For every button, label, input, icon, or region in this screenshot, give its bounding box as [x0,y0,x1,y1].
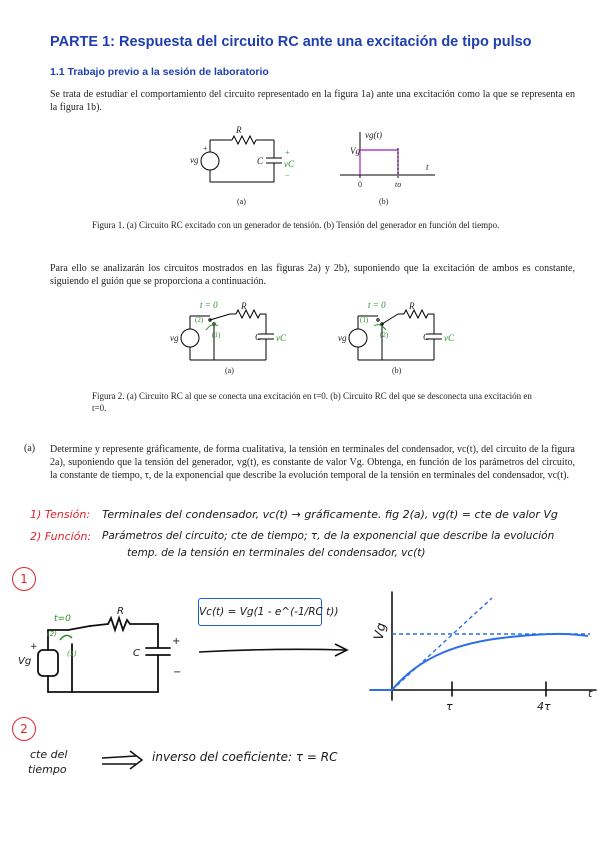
cte-label-line2: tiempo [28,763,67,776]
fig1-label-vc: vC [284,159,294,169]
fig2a-label-r: R [241,301,247,311]
formula-box: Vc(t) = Vg(1 - e^(-1/RC t)) [198,598,322,626]
sketch-graph [360,590,600,710]
circled-marker-2: 2 [12,717,36,741]
fig2a-label-vc: vC [276,333,286,343]
question-marker: (a) [24,443,36,454]
figure-1-pulse-plot [340,128,440,188]
fig1-plot-t: t [426,162,429,172]
sketch-source-plus: + [30,642,38,652]
note-1-text: Terminales del condensador, vc(t) → gráficamente. fig 2(a), vg(t) = cte de valor Vg [102,508,558,521]
sketch-pos1: (1) [67,650,77,658]
middle-paragraph: Para ello se analizarán los circuitos mostrados en las figuras 2a) y 2b), suponiendo que la excitación de ambos es constante, siguiendo el guión que se proporciona a continuación. [50,263,575,287]
sketch-cap-plus: + [172,636,181,647]
fig2b-label-r: R [409,301,415,311]
sketch-arrow [195,640,355,660]
fig2b-switch-time: t = 0 [368,300,386,310]
fig1-plot-ylabel: vg(t) [365,130,382,140]
fig1-label-r: R [236,125,242,135]
fig2b-label-vg: vg [338,333,347,343]
sketch-label-r: R [117,606,124,617]
note-2-text: Parámetros del circuito; cte de tiempo; τ, de la exponencial que describe la evolución [102,530,555,542]
fig1-cap-plus: + [285,148,290,157]
intro-paragraph: Se trata de estudiar el comportamiento del circuito representado en la figura 1a) ante una excitación como la que se representa en la figura 1b). [50,89,575,113]
time-constant-answer: inverso del coeficiente: τ = RC [152,750,338,764]
fig2-sub-b: (b) [392,366,402,375]
fig1-cap-minus: − [285,171,290,180]
note-2-label: 2) Función: [30,530,92,543]
section-title: PARTE 1: Respuesta del circuito RC ante una excitación de tipo pulso [50,34,532,50]
fig1-label-c: C [257,156,264,166]
sketch-switch-time: t=0 [54,614,71,624]
fig2a-pos2: (2) [195,316,204,324]
sketch-circuit [20,610,190,700]
fig2a-label-c: C [255,332,262,342]
fig1-plot-to: to [395,180,402,189]
sketch-pos2: (2) [47,630,57,638]
fig1-source-plus: + [203,144,208,153]
double-arrow [100,750,146,772]
graph-axis-t: t [588,687,593,700]
fig1-label-vg: vg [190,155,199,165]
graph-tick-tau: τ [446,700,453,713]
fig2-sub-a: (a) [225,366,234,375]
fig1-sub-a: (a) [237,197,246,206]
note-1-label: 1) Tensión: [30,508,91,521]
fig2b-label-vc: vC [444,333,454,343]
subsection-title: 1.1 Trabajo previo a la sesión de laboratorio [50,66,269,78]
fig1-plot-zero: 0 [358,180,362,189]
fig1-plot-level: Vg [350,146,360,156]
figure-1-caption: Figura 1. (a) Circuito RC excitado con un generador de tensión. (b) Tensión del generador en función del tiempo. [92,220,500,230]
note-2-text-cont: temp. de la tensión en terminales del condensador, vc(t) [127,547,426,559]
sketch-label-vg: Vg [18,656,32,667]
graph-tick-4tau: 4τ [537,700,551,713]
fig2a-label-vg: vg [170,333,179,343]
circled-marker-1: 1 [12,567,36,591]
sketch-label-c: C [133,648,140,659]
graph-level-label: Vg [371,621,390,642]
cte-label-line1: cte del [30,748,68,761]
fig2b-pos2: (2) [380,331,389,339]
fig1-sub-b: (b) [379,197,389,206]
fig2a-pos1: (1) [212,331,221,339]
figure-2-caption: Figura 2. (a) Circuito RC al que se conecta una excitación en t=0. (b) Circuito RC del que se desconecta una excitación en t=0. [92,391,532,413]
fig2b-label-c: C [423,332,430,342]
fig2b-pos1: (1) [360,316,369,324]
sketch-cap-minus: − [173,667,182,678]
fig2a-switch-time: t = 0 [200,300,218,310]
question-text: Determine y represente gráficamente, de forma cualitativa, la tensión en terminales del condensador, vc(t), del circuito de la figura 2a), suponiendo que la tensión del generador, vg(t), es constante de valor Vg. Obtenga, en función de los parámetros del circuito, la constante de tiempo, τ, de la exponencial que describe la evolución temporal de la tensión en terminales del condensador, vc(t). [50,444,575,481]
